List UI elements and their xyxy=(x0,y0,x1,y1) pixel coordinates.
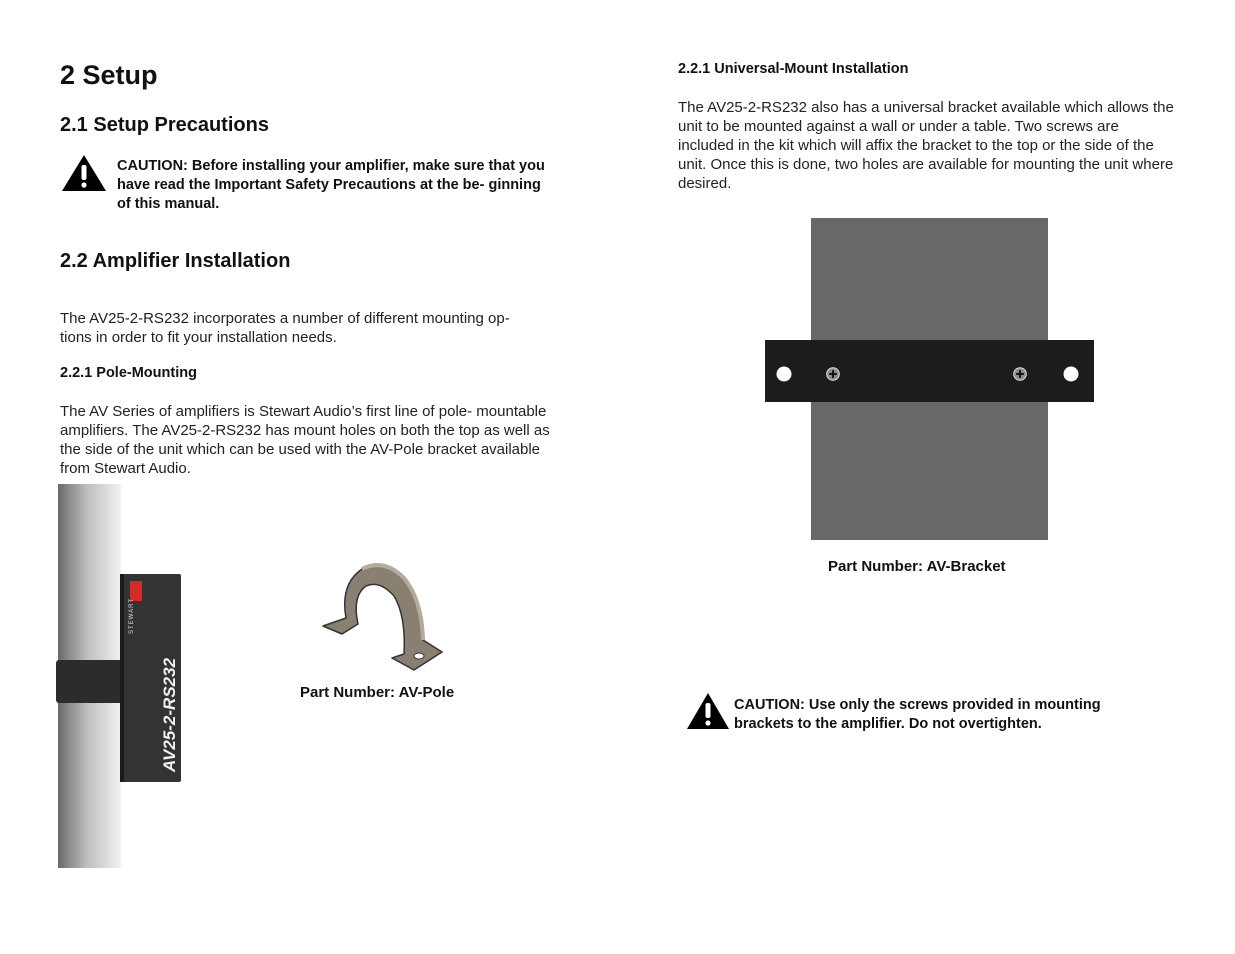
installation-intro: The AV25-2-RS232 incorporates a number of different mounting op- tions in order to fit your installation needs. xyxy=(60,310,510,346)
unit-brand-text: STEWART xyxy=(129,597,135,634)
universal-mount-text: The AV25-2-RS232 also has a universal bracket available which allows the unit to be mounted against a wall or under a table. Two screws are included in the kit which will affix the bracket to the top or the side of the unit. Once this is done, two holes are available for mounting the unit where desired. xyxy=(678,99,1174,192)
pole-mounting-title: 2.2.1 Pole-Mounting xyxy=(60,365,197,381)
caution-icon xyxy=(686,692,730,730)
av-bracket-illustration xyxy=(765,218,1095,541)
av-pole-bracket-image xyxy=(318,560,446,672)
unit-model-label: AV25-2-RS232 xyxy=(160,657,179,772)
chapter-title: 2 Setup xyxy=(60,60,158,90)
pole-part-caption: Part Number: AV-Pole xyxy=(300,684,455,701)
mount-hole-icon xyxy=(1063,366,1079,382)
pole-mounting-text: The AV Series of amplifiers is Stewart Audio’s first line of pole- mountable amplifiers. The AV25-2-RS232 has mount holes on both the top as well as the side of the unit which can be used with the AV-Pole bracket available from Stewart Audio. xyxy=(60,403,550,477)
section-precautions-title: 2.1 Setup Precautions xyxy=(60,114,269,136)
caution-text-1: CAUTION: Before installing your amplifier, make sure that you have read the Important Safety Precautions at the be- ginning of this manual. xyxy=(117,158,545,212)
caution-icon xyxy=(61,154,107,192)
screw-icon xyxy=(1013,367,1027,381)
bracket-part-caption: Part Number: AV-Bracket xyxy=(828,558,1006,575)
mount-hole-icon xyxy=(776,366,792,382)
screw-icon xyxy=(826,367,840,381)
section-installation-title: 2.2 Amplifier Installation xyxy=(60,250,291,272)
caution-text-2: CAUTION: Use only the screws provided in mounting brackets to the amplifier. Do not overtighten. xyxy=(734,697,1101,732)
universal-mount-title: 2.2.1 Universal-Mount Installation xyxy=(678,61,909,77)
